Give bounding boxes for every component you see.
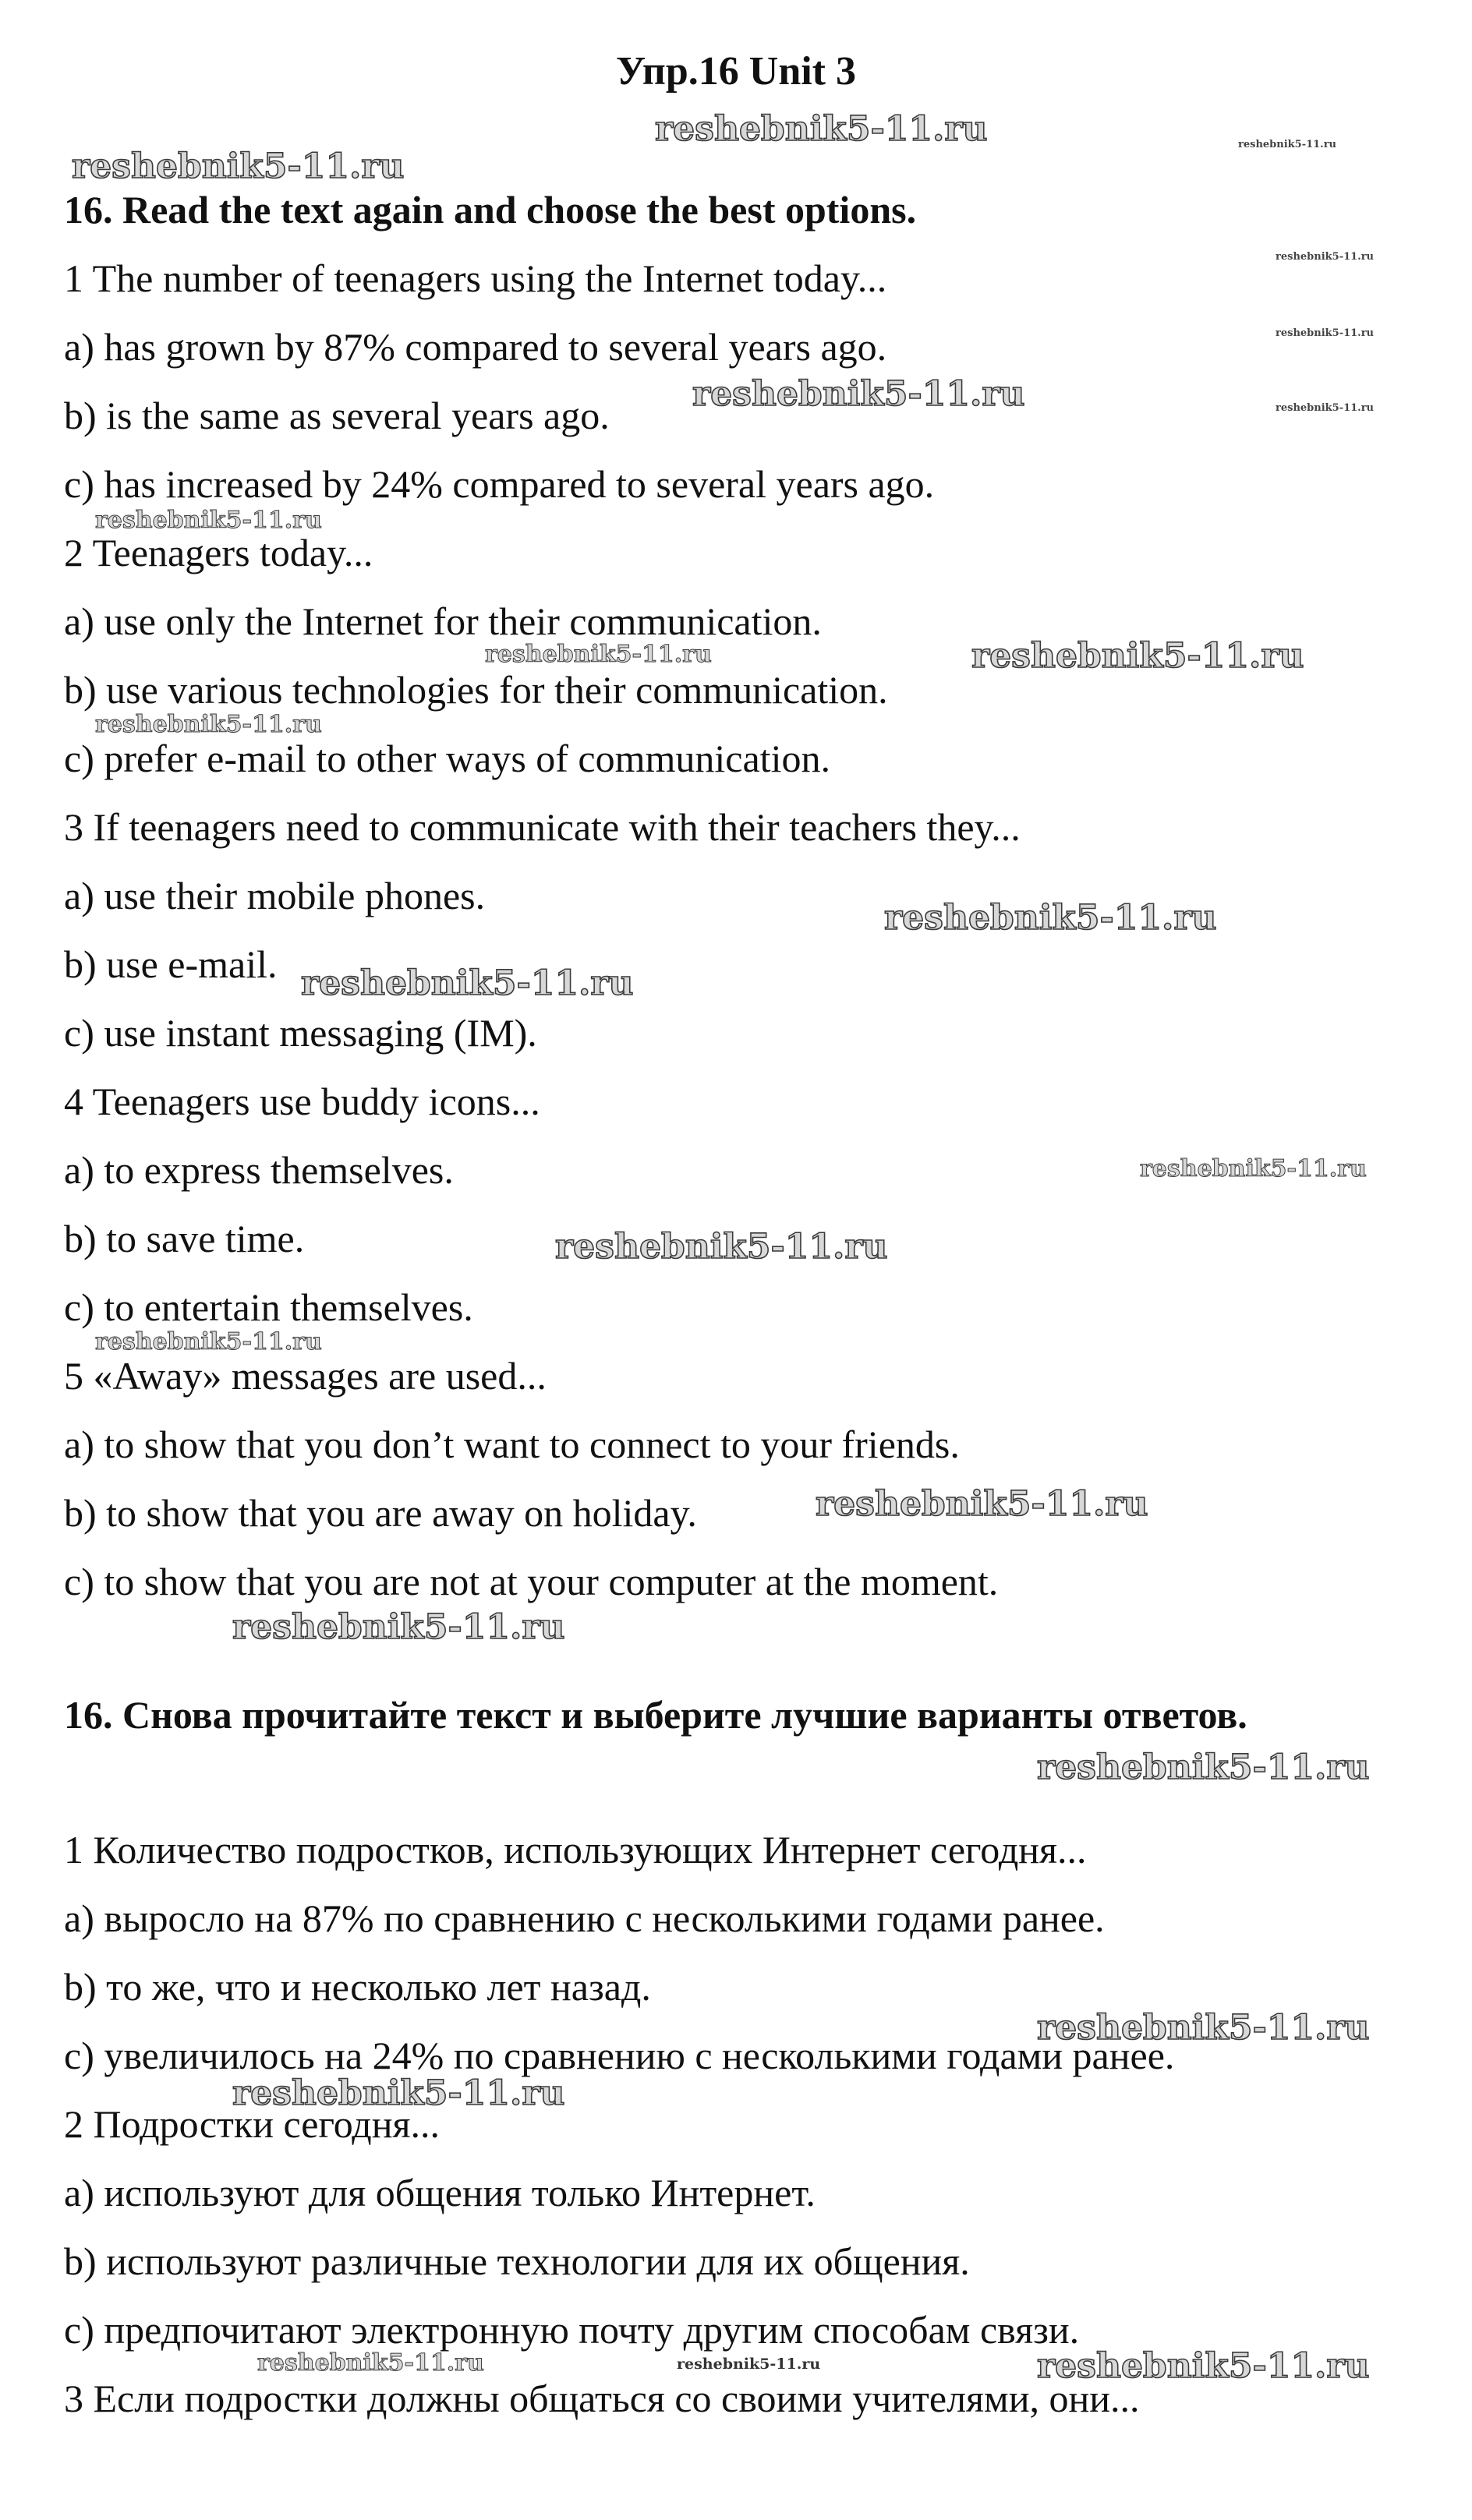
question-line: 2 Подростки сегодня...	[64, 2102, 440, 2146]
question-line: 1 Количество подростков, использующих Интернет сегодня...	[64, 1828, 1087, 1871]
watermark: reshebnik5-11.ru	[232, 1607, 565, 1647]
option-line: b) use various technologies for their communication.	[64, 668, 888, 712]
page-title: Упр.16 Unit 3	[615, 49, 856, 94]
option-line: a) use their mobile phones.	[64, 874, 486, 917]
question-line: 5 «Away» messages are used...	[64, 1354, 547, 1398]
watermark: reshebnik5-11.ru	[677, 2356, 821, 2373]
question-line: 1 The number of teenagers using the Internet today...	[64, 256, 887, 300]
option-line: a) use only the Internet for their communication.	[64, 599, 822, 643]
option-line: b) to save time.	[64, 1217, 305, 1260]
option-line: b) то же, что и несколько лет назад.	[64, 1965, 651, 2009]
option-line: c) use instant messaging (IM).	[64, 1011, 537, 1055]
watermark: reshebnik5-11.ru	[95, 507, 322, 534]
watermark: reshebnik5-11.ru	[95, 711, 322, 738]
watermark: reshebnik5-11.ru	[884, 898, 1217, 938]
watermark: reshebnik5-11.ru	[1238, 139, 1337, 150]
option-line: c) has increased by 24% compared to several years ago.	[64, 462, 935, 506]
watermark: reshebnik5-11.ru	[555, 1227, 888, 1267]
watermark: reshebnik5-11.ru	[1037, 2008, 1370, 2048]
watermark: reshebnik5-11.ru	[1276, 327, 1375, 339]
russian-heading: 16. Снова прочитайте текст и выберите лучшие варианты ответов.	[64, 1693, 1247, 1737]
watermark: reshebnik5-11.ru	[1276, 402, 1375, 414]
watermark: reshebnik5-11.ru	[257, 2349, 484, 2377]
question-line: 3 Если подростки должны общаться со своими учителями, они...	[64, 2377, 1140, 2420]
question-line: 3 If teenagers need to communicate with their teachers they...	[64, 805, 1021, 849]
option-line: b) is the same as several years ago.	[64, 394, 610, 437]
watermark: reshebnik5-11.ru	[1140, 1155, 1367, 1182]
option-line: b) используют различные технологии для их общения.	[64, 2239, 970, 2283]
option-line: b) to show that you are away on holiday.	[64, 1491, 697, 1535]
watermark: reshebnik5-11.ru	[72, 147, 405, 186]
watermark: reshebnik5-11.ru	[485, 641, 712, 668]
watermark: reshebnik5-11.ru	[692, 374, 1025, 414]
watermark: reshebnik5-11.ru	[95, 1328, 322, 1355]
watermark: reshebnik5-11.ru	[301, 963, 634, 1003]
option-line: a) to show that you don’t want to connect to your friends.	[64, 1423, 960, 1466]
option-line: c) увеличилось на 24% по сравнению с несколькими годами ранее.	[64, 2034, 1175, 2077]
option-line: а) выросло на 87% по сравнению с несколькими годами ранее.	[64, 1896, 1105, 1940]
question-line: 4 Teenagers use buddy icons...	[64, 1080, 540, 1123]
option-line: a) has grown by 87% compared to several years ago.	[64, 325, 887, 369]
option-line: b) use e-mail.	[64, 942, 278, 986]
option-line: c) prefer e-mail to other ways of communication.	[64, 737, 830, 780]
watermark: reshebnik5-11.ru	[1037, 2346, 1370, 2386]
option-line: c) предпочитают электронную почту другим способам связи.	[64, 2308, 1080, 2352]
watermark: reshebnik5-11.ru	[232, 2073, 565, 2113]
option-line: а) используют для общения только Интернет.	[64, 2171, 816, 2214]
watermark: reshebnik5-11.ru	[971, 636, 1304, 676]
option-line: c) to show that you are not at your computer at the moment.	[64, 1560, 999, 1603]
english-heading: 16. Read the text again and choose the best options.	[64, 188, 917, 232]
watermark: reshebnik5-11.ru	[1276, 251, 1375, 263]
option-line: c) to entertain themselves.	[64, 1285, 473, 1329]
watermark: reshebnik5-11.ru	[655, 109, 988, 149]
watermark: reshebnik5-11.ru	[1037, 1748, 1370, 1787]
question-line: 2 Teenagers today...	[64, 531, 373, 574]
watermark: reshebnik5-11.ru	[816, 1484, 1148, 1524]
option-line: a) to express themselves.	[64, 1148, 454, 1192]
